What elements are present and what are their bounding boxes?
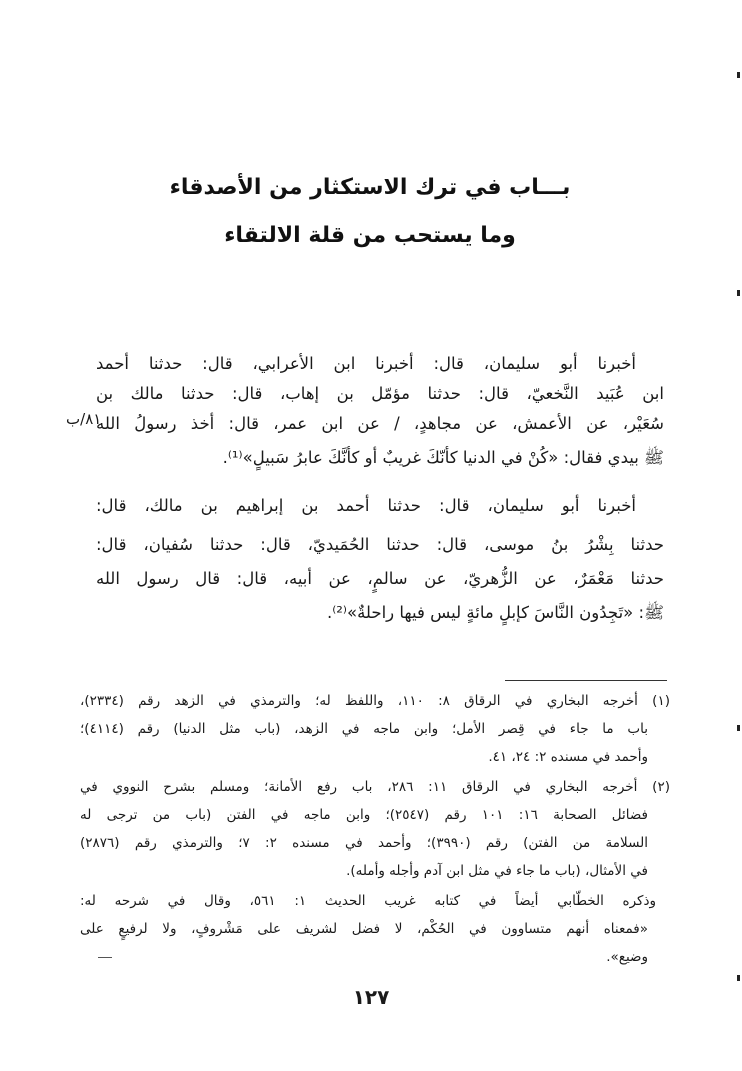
paragraph-2-line-1: أخبرنا أبو سليمان، قال: حدثنا أحمد بن إبراهيم بن مالك، قال: [96,496,636,515]
scan-edge-mark [737,975,740,981]
paragraph-1-line-4: ﷺ بيدي فقال: «كُنْ في الدنيا كأنّكَ غريبٌ أو كأنَّكَ عابرُ سَبيلٍ»⁽¹⁾. [222,448,664,467]
footnote-3-line-1: وذكره الخطّابي أيضاً في كتابه غريب الحديث ١: ٥٦١، وقال في شرحه له: [80,893,656,909]
scan-edge-mark [737,725,740,731]
footnote-2-line-3: السلامة من الفتن) رقم (٣٩٩٠)؛ وأحمد في مسنده ٢: ٧؛ والترمذي رقم (٢٨٧٦) [80,835,648,851]
paragraph-2-line-3: حدثنا مَعْمَرٌ، عن الزُّهريّ، عن سالمٍ، عن أبيه، قال: قال رسول الله [96,569,664,588]
footnote-3-line-3: وضيع». [606,949,648,965]
footnote-2-line-2: فضائل الصحابة ١٦: ١٠١ رقم (٢٥٤٧)؛ وابن ماجه في الفتن (باب من ترجى له [80,807,648,823]
footnote-1-line-3: وأحمد في مسنده ٢: ٢٤، ٤١. [488,749,648,765]
footnote-1-line-2: باب ما جاء في قِصر الأمل؛ وابن ماجه في الزهد، (باب مثل الدنيا) رقم (٤١١٤)؛ [80,721,648,737]
footnote-separator [505,680,667,681]
paragraph-1-line-3: سُعَيْر، عن الأعمش، عن مجاهدٍ، / عن ابن عمر، قال: أخذ رسولُ الله [96,414,664,433]
paragraph-2-line-4: ﷺ: «تَجِدُون النَّاسَ كإبلٍ مائةٍ ليس فيها راحلةٌ»⁽²⁾. [326,603,664,622]
footnote-2-line-1: (٢) أخرجه البخاري في الرقاق ١١: ٢٨٦، باب رفع الأمانة؛ ومسلم بشرح النووي في [80,779,670,795]
footnote-2-line-4: في الأمثال، (باب ما جاء في مثل ابن آدم وأجله وأمله). [346,863,648,879]
scan-edge-mark [737,290,740,296]
chapter-title-line-2: وما يستحب من قلة الالتقاء [224,223,516,248]
margin-dash-mark [98,957,112,958]
footnote-3-line-2: «فمعناه أنهم متساوون في الحُكْم، لا فضل لشريف على مَشْروفٍ، ولا لرفيعٍ على [80,921,648,937]
scan-edge-mark [737,72,740,78]
chapter-title-line-1: بـــاب في ترك الاستكثار من الأصدقاء [169,175,571,200]
footnote-1-line-1: (١) أخرجه البخاري في الرقاق ٨: ١١٠، واللفظ له؛ والترمذي في الزهد رقم (٢٣٣٤)، [80,693,670,709]
manuscript-folio-note: ٨١/ب [66,410,102,428]
paragraph-1-line-1: أخبرنا أبو سليمان، قال: أخبرنا ابن الأعرابي، قال: حدثنا أحمد [96,354,636,373]
paragraph-1-line-2: ابن عُبَيد النَّخعيّ، قال: حدثنا مؤمّل بن إهاب، قال: حدثنا مالك بن [96,384,664,403]
paragraph-2-line-2: حدثنا بِشْرُ بنُ موسى، قال: حدثنا الحُمَيديّ، قال: حدثنا سُفيان، قال: [96,535,664,554]
page-number: ١٢٧ [352,985,390,1009]
